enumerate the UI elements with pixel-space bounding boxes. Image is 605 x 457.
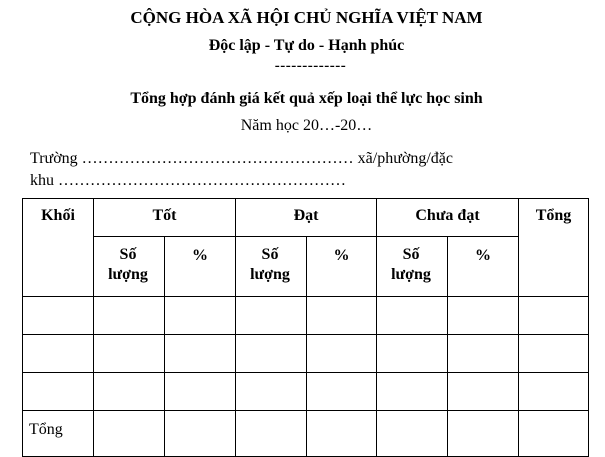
table-cell xyxy=(519,335,589,373)
table-cell xyxy=(377,335,448,373)
table-cell xyxy=(448,335,519,373)
table-cell xyxy=(23,373,94,411)
subheader-pass-percent: % xyxy=(307,237,377,297)
table-cell xyxy=(307,297,377,335)
table-cell xyxy=(377,373,448,411)
header-grade: Khối xyxy=(23,199,94,297)
table-row xyxy=(23,335,589,373)
total-row-label: Tổng xyxy=(23,411,94,457)
separator-line: ------------- xyxy=(274,58,347,74)
table-cell xyxy=(448,297,519,335)
table-cell xyxy=(236,373,307,411)
table-total-row xyxy=(23,411,589,457)
table-cell xyxy=(307,373,377,411)
table-cell xyxy=(94,411,165,457)
table-subheader-row xyxy=(23,237,589,297)
subheader-good-percent: % xyxy=(165,237,236,297)
national-motto: Độc lập - Tự do - Hạnh phúc xyxy=(208,37,405,54)
table-cell xyxy=(165,297,236,335)
subheader-good-quantity: Số lượng xyxy=(94,237,165,297)
table-header-row xyxy=(23,199,589,237)
table-cell xyxy=(94,297,165,335)
header-good: Tốt xyxy=(94,199,236,237)
document-title: Tổng hợp đánh giá kết quả xếp loại thể lực học sinh xyxy=(130,90,483,107)
table-cell xyxy=(307,335,377,373)
table-cell xyxy=(448,411,519,457)
table-cell xyxy=(377,297,448,335)
table-cell xyxy=(165,335,236,373)
table-cell xyxy=(23,335,94,373)
table-cell xyxy=(236,297,307,335)
table-cell xyxy=(94,373,165,411)
table-cell xyxy=(307,411,377,457)
table-cell xyxy=(519,411,589,457)
table-cell xyxy=(165,373,236,411)
school-year: Năm học 20…-20… xyxy=(240,117,373,134)
subheader-pass-quantity: Số lượng xyxy=(236,237,307,297)
subheader-fail-quantity: Số lượng xyxy=(377,237,448,297)
table-cell xyxy=(448,373,519,411)
national-title: CỘNG HÒA XÃ HỘI CHỦ NGHĨA VIỆT NAM xyxy=(130,8,483,27)
table-cell xyxy=(519,373,589,411)
subheader-fail-percent: % xyxy=(448,237,519,297)
table-cell xyxy=(377,411,448,457)
school-name-line: Trường …………………………………………… xã/phường/đặc xyxy=(30,150,453,167)
table-cell xyxy=(94,335,165,373)
table-cell xyxy=(23,297,94,335)
header-pass: Đạt xyxy=(236,199,377,237)
table-cell xyxy=(165,411,236,457)
table-row xyxy=(23,297,589,335)
table-row xyxy=(23,373,589,411)
table-cell xyxy=(236,411,307,457)
header-total: Tổng xyxy=(519,199,589,297)
table-cell xyxy=(236,335,307,373)
school-area-line: khu ……………………………………………… xyxy=(30,172,346,189)
table-cell xyxy=(519,297,589,335)
fitness-summary-table xyxy=(22,198,589,457)
header-fail: Chưa đạt xyxy=(377,199,519,237)
